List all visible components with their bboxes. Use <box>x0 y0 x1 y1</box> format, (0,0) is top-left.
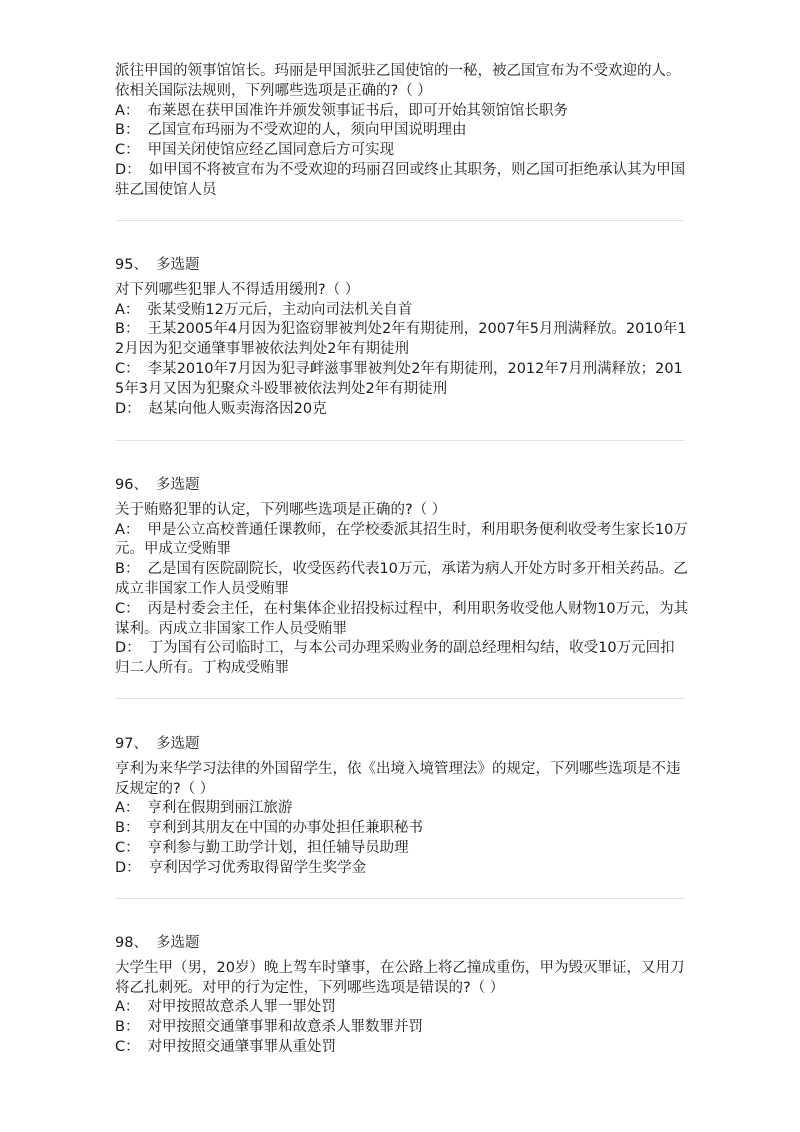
option-label: C： <box>115 1038 140 1055</box>
option-c <box>115 600 689 640</box>
option-text: 对甲按照故意杀人罪一罪处罚 <box>147 999 336 1016</box>
option-label: D： <box>115 161 141 178</box>
option-a <box>115 521 689 561</box>
option-label: A： <box>115 800 140 817</box>
option-text: 李某2010年7月因为犯寻衅滋事罪被判处2年有期徒刑，2012年7月刑满释放；2015年3月又因为犯聚众斗殴罪被依法判处2年有期徒刑 <box>115 360 683 397</box>
option-label: B： <box>115 820 140 837</box>
option-b <box>115 819 689 839</box>
option-text: 张某受贿12万元后，主动向司法机关自首 <box>147 301 413 318</box>
option-text: 乙是国有医院副院长，收受医药代表10万元，承诺为病人开处方时多开相关药品。乙成立非国家工作人员受贿罪 <box>115 561 688 597</box>
question-stem: 关于贿赂犯罪的认定，下列哪些选项是正确的?（ ） <box>115 501 447 518</box>
option-text: 赵某向他人贩卖海洛因20克 <box>148 400 327 417</box>
option-text: 甲是公立高校普通任课教师，在学校委派其招生时，利用职务便利收受考生家长10万元。甲成立受贿罪 <box>115 521 688 558</box>
option-c <box>115 839 689 859</box>
option-text: 亨利因学习优秀取得留学生奖学金 <box>148 859 367 876</box>
question-stem: 派往甲国的领事馆馆长。玛丽是甲国派驻乙国使馆的一秘，被乙国宣布为不受欢迎的人。依相关国际法规则，下列哪些选项是正确的?（ ） <box>115 63 681 99</box>
option-a <box>115 102 689 122</box>
option-b <box>115 1018 689 1038</box>
question-stem: 大学生甲（男，20岁）晚上驾车时肇事，在公路上将乙撞成重伤，甲为毁灭罪证，又用刀将乙扎刺死。对甲的行为定性，下列哪些选项是错误的?（ ） <box>115 959 685 996</box>
option-d <box>115 400 689 420</box>
option-text: 乙国宣布玛丽为不受欢迎的人，须向甲国说明理由 <box>147 122 467 139</box>
option-text: 甲国关闭使馆应经乙国同意后方可实现 <box>147 142 395 159</box>
option-text: 布莱恩在获甲国准许并颁发领事证书后，即可开始其领馆馆长职务 <box>147 102 568 119</box>
option-text: 亨利在假期到丽江旅游 <box>147 800 293 817</box>
option-text: 亨利参与勤工助学计划，担任辅导员助理 <box>147 839 409 856</box>
question-number: 98、 <box>115 935 148 951</box>
question-95 <box>115 256 689 419</box>
option-a <box>115 301 689 321</box>
section-divider <box>115 220 685 221</box>
option-label: B： <box>115 1019 140 1036</box>
question-94-continuation <box>115 62 689 201</box>
section-divider <box>115 698 685 699</box>
question-number: 96、 <box>115 477 148 493</box>
question-header <box>115 476 689 496</box>
section-divider <box>115 440 685 441</box>
question-stem: 对下列哪些犯罪人不得适用缓刑?（ ） <box>115 281 360 298</box>
question-96 <box>115 476 689 679</box>
option-label: A： <box>115 102 140 119</box>
option-text: 对甲按照交通肇事罪从重处罚 <box>147 1038 337 1055</box>
option-label: D： <box>115 400 141 417</box>
option-d <box>115 161 689 201</box>
question-97 <box>115 735 689 879</box>
question-98 <box>115 934 689 1058</box>
option-label: B： <box>115 561 140 578</box>
option-d <box>115 859 689 879</box>
option-text: 王某2005年4月因为犯盗窃罪被判处2年有期徒刑，2007年5月刑满释放。2010年12月因为犯交通肇事罪被依法判处2年有期徒刑 <box>115 321 687 358</box>
option-b <box>115 560 689 600</box>
option-c <box>115 141 689 161</box>
section-divider <box>115 898 685 899</box>
question-header <box>115 934 689 954</box>
question-type: 多选题 <box>155 257 200 273</box>
option-a <box>115 799 689 819</box>
option-d <box>115 639 689 679</box>
option-label: A： <box>115 521 140 538</box>
question-header <box>115 735 689 755</box>
option-label: B： <box>115 122 140 139</box>
question-header <box>115 256 689 276</box>
question-stem: 亨利为来华学习法律的外国留学生，依《出境入境管理法》的规定，下列哪些选项是不违反规定的?（ ） <box>115 760 681 797</box>
question-type: 多选题 <box>155 477 200 493</box>
option-text: 如甲国不将被宣布为不受欢迎的玛丽召回或终止其职务，则乙国可拒绝承认其为甲国驻乙国使馆人员 <box>115 161 686 198</box>
option-label: C： <box>115 142 140 159</box>
question-type: 多选题 <box>155 736 200 752</box>
option-c <box>115 1038 689 1058</box>
option-a <box>115 998 689 1018</box>
option-label: C： <box>115 839 140 856</box>
option-text: 对甲按照交通肇事罪和故意杀人罪数罪并罚 <box>147 1019 423 1036</box>
question-number: 95、 <box>115 257 148 273</box>
option-label: B： <box>115 321 140 338</box>
option-text: 丙是村委会主任，在村集体企业招投标过程中，利用职务收受他人财物10万元，为其谋利。丙成立非国家工作人员受贿罪 <box>115 600 689 637</box>
option-label: D： <box>115 640 141 657</box>
option-label: C： <box>115 360 140 377</box>
option-label: C： <box>115 600 140 617</box>
option-text: 亨利到其朋友在中国的办事处担任兼职秘书 <box>147 820 423 837</box>
option-text: 丁为国有公司临时工，与本公司办理采购业务的副总经理相勾结，收受10万元回扣归二人所有。丁构成受贿罪 <box>115 640 675 677</box>
option-c <box>115 360 689 400</box>
option-label: D： <box>115 859 141 876</box>
option-b <box>115 121 689 141</box>
option-b <box>115 320 689 360</box>
option-label: A： <box>115 999 140 1016</box>
question-number: 97、 <box>115 736 148 752</box>
option-label: A： <box>115 301 140 318</box>
question-type: 多选题 <box>155 935 200 951</box>
